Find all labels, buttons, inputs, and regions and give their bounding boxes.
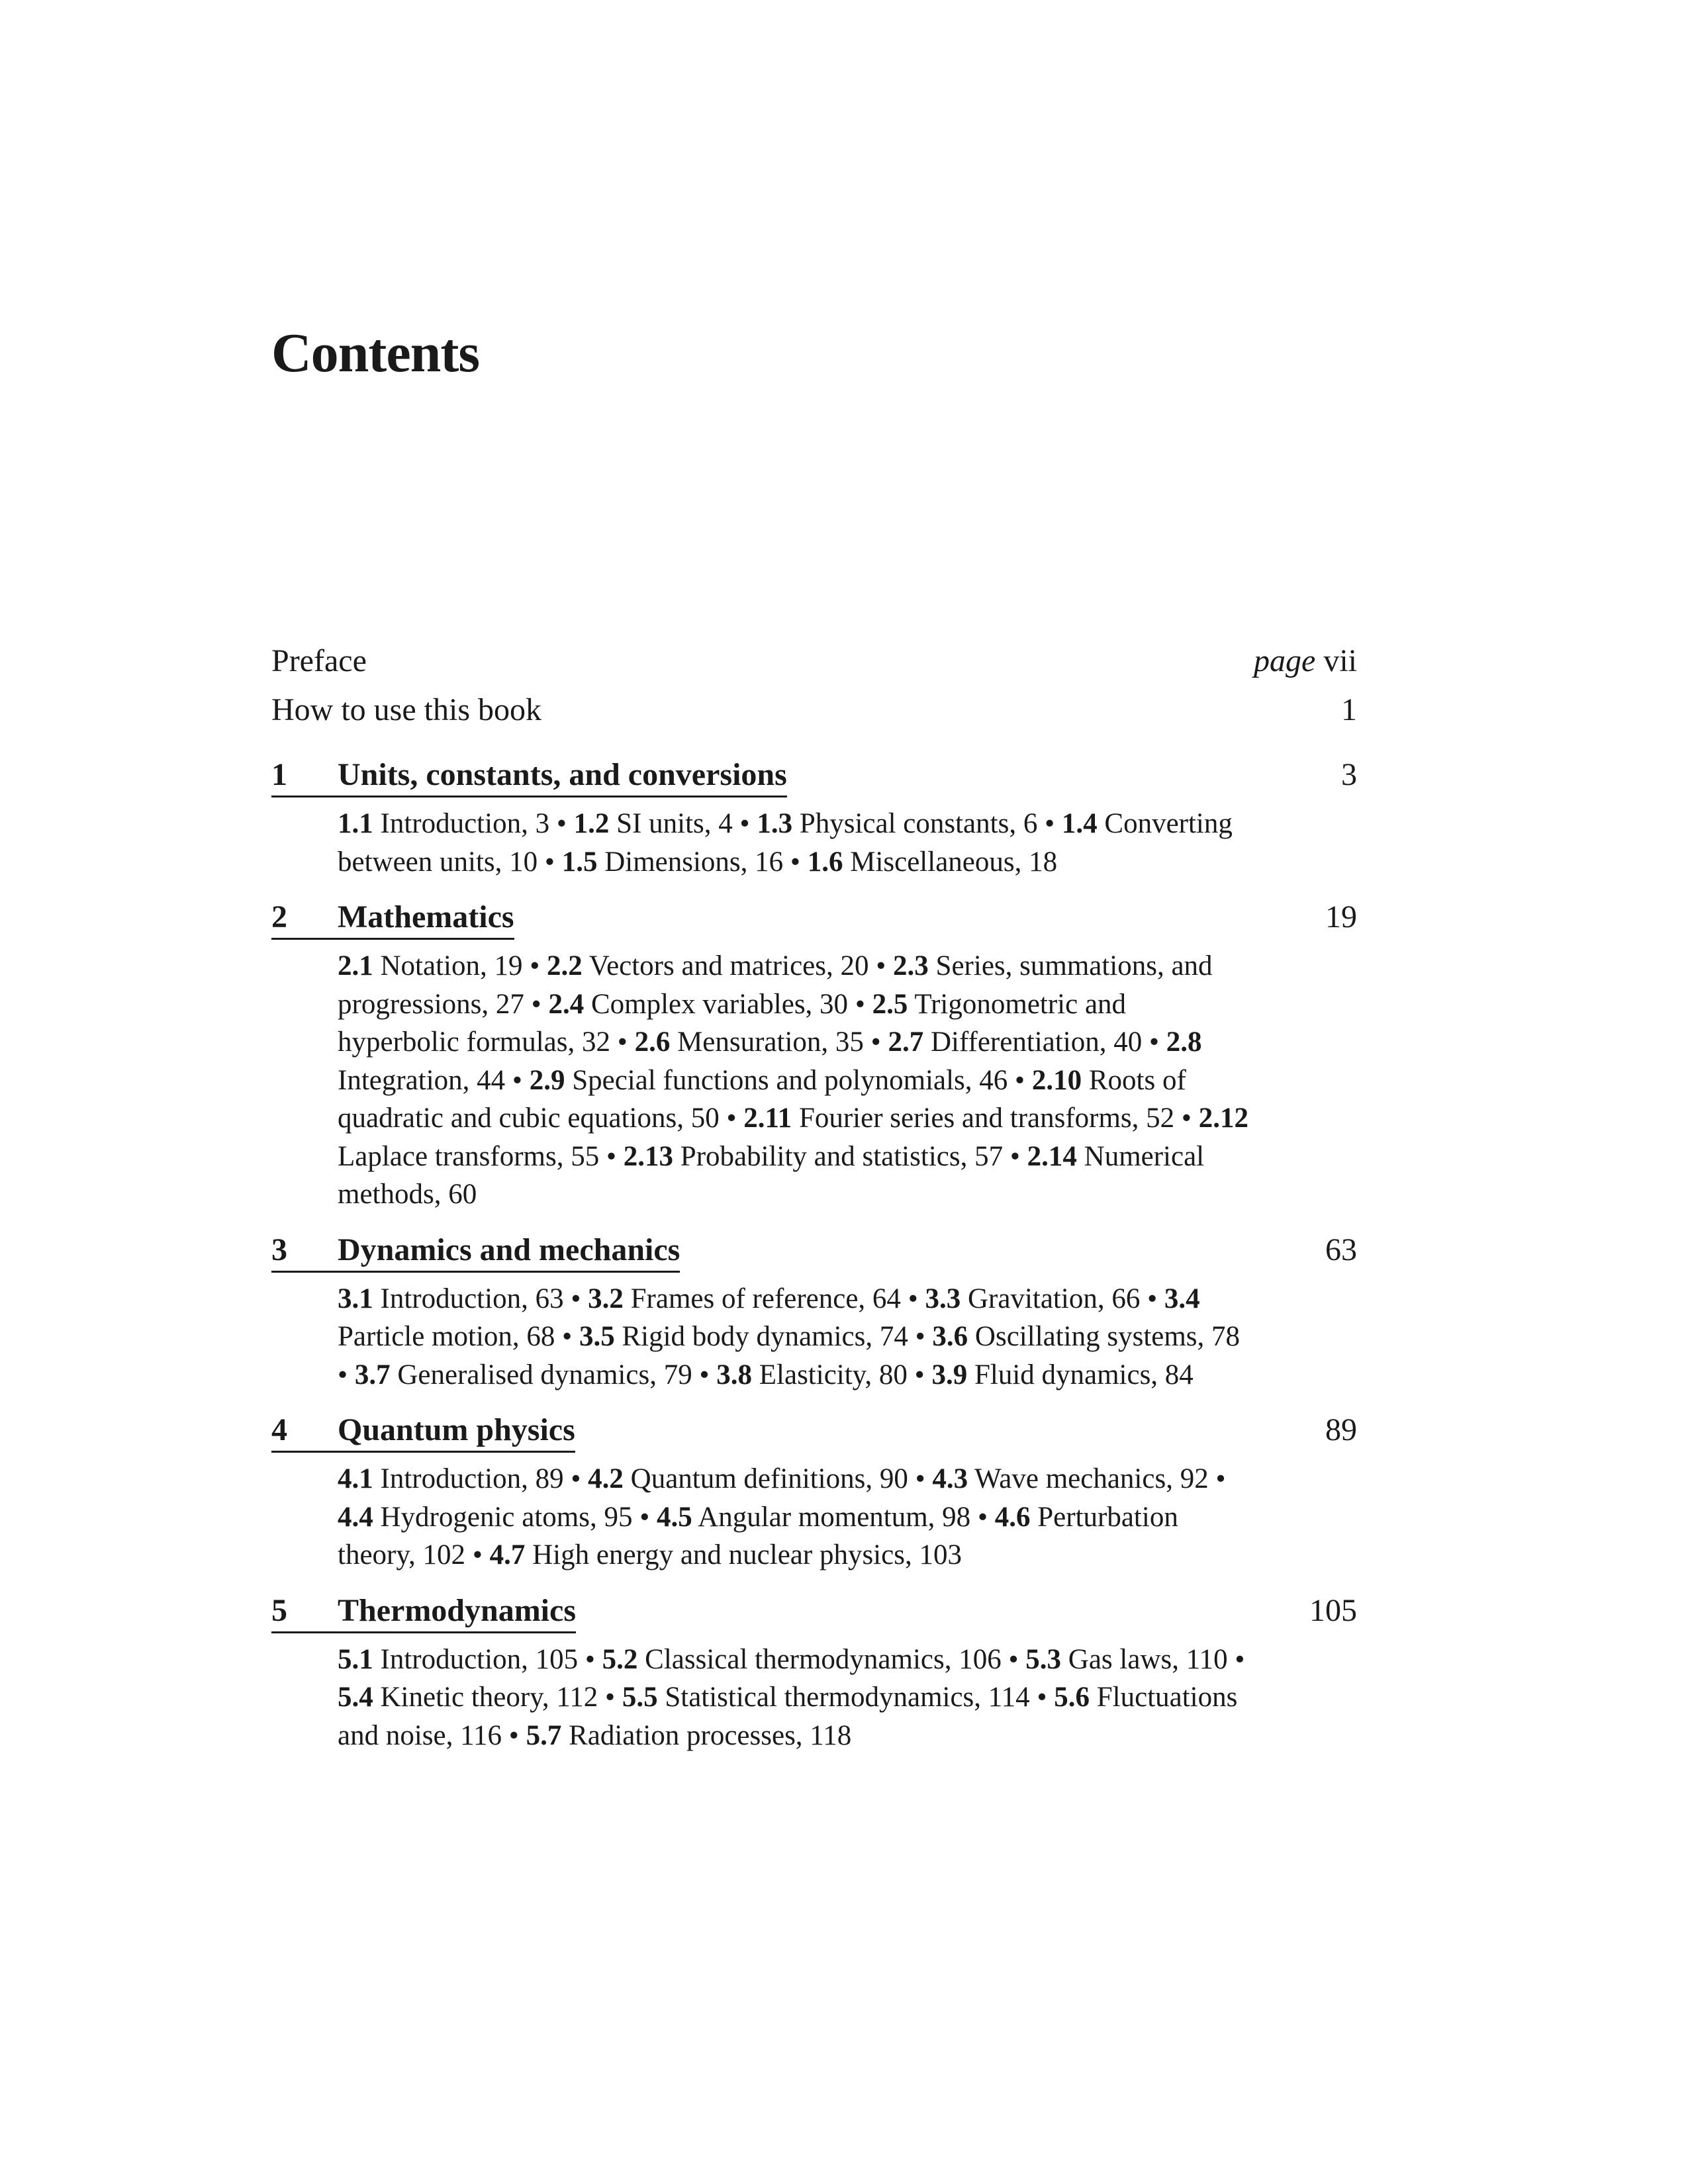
bullet-separator: • xyxy=(338,1359,355,1390)
section-entry[interactable] xyxy=(716,1359,908,1390)
toc-entry-page xyxy=(1254,641,1357,682)
bullet-separator: • xyxy=(610,1026,635,1058)
toc-entry-page xyxy=(1341,690,1357,731)
section-title: Fluctuations and noise, 116 xyxy=(338,1682,1238,1751)
section-number: 2.14 xyxy=(1027,1140,1077,1172)
chapter-number: 2 xyxy=(271,899,287,934)
section-title: Fourier series and transforms, 52 xyxy=(798,1103,1175,1134)
chapter-number: 5 xyxy=(271,1592,287,1628)
chapter-number: 1 xyxy=(271,757,287,792)
bullet-separator: • xyxy=(598,1682,622,1713)
section-title: Generalised dynamics, 79 xyxy=(397,1359,692,1390)
chapter-heading[interactable] xyxy=(271,1231,1357,1271)
bullet-separator: • xyxy=(1003,1140,1027,1172)
section-entry[interactable] xyxy=(338,1283,564,1314)
section-title: Miscellaneous, 18 xyxy=(850,846,1058,878)
bullet-separator: • xyxy=(505,1064,530,1096)
section-title: Notation, 19 xyxy=(380,950,523,981)
section-title: Kinetic theory, 112 xyxy=(380,1682,598,1713)
section-title: Probability and statistics, 57 xyxy=(680,1140,1004,1172)
chapter-page-number: 19 xyxy=(1325,899,1357,934)
section-title: High energy and nuclear physics, 103 xyxy=(532,1539,962,1570)
section-number: 1.6 xyxy=(807,846,843,878)
chapter-2 xyxy=(271,898,1357,1214)
section-entry[interactable] xyxy=(635,1026,864,1058)
page-number: vii xyxy=(1323,643,1357,678)
section-number: 2.7 xyxy=(888,1026,924,1058)
bullet-separator: • xyxy=(1001,1643,1026,1675)
section-number: 2.9 xyxy=(529,1064,565,1096)
chapter-5 xyxy=(271,1592,1357,1755)
section-entry[interactable] xyxy=(602,1644,1002,1675)
section-number: 1.4 xyxy=(1061,808,1098,839)
section-number: 5.5 xyxy=(622,1682,658,1713)
section-title: SI units, 4 xyxy=(616,808,733,839)
bullet-separator: • xyxy=(863,1026,888,1058)
section-entry[interactable] xyxy=(338,950,522,981)
bullet-separator: • xyxy=(1008,1064,1032,1096)
section-number: 2.5 xyxy=(872,988,908,1020)
bullet-separator: • xyxy=(1174,1103,1199,1134)
chapter-page-number: 89 xyxy=(1325,1412,1357,1447)
section-title: Statistical thermodynamics, 114 xyxy=(665,1682,1030,1713)
bullet-separator: • xyxy=(900,1283,925,1314)
section-entry[interactable] xyxy=(757,808,1037,839)
section-number: 3.8 xyxy=(716,1359,753,1390)
section-title: Oscillating systems, 78 xyxy=(974,1321,1241,1352)
section-title: Introduction, 89 xyxy=(380,1463,564,1494)
toc-entry-how-to-use[interactable] xyxy=(271,690,1357,739)
page-number: 1 xyxy=(1341,692,1357,727)
section-entry[interactable] xyxy=(548,989,848,1020)
section-list xyxy=(338,947,1251,1214)
section-number: 3.2 xyxy=(588,1283,624,1314)
section-number: 2.2 xyxy=(547,950,583,981)
section-number: 1.5 xyxy=(561,846,598,878)
section-entry[interactable] xyxy=(338,1682,598,1713)
bullet-separator: • xyxy=(1208,1463,1226,1494)
toc-entry-preface[interactable] xyxy=(271,641,1357,690)
section-entry[interactable] xyxy=(338,1644,578,1675)
section-title: Perturbation theory, 102 xyxy=(338,1501,1178,1570)
section-number: 2.4 xyxy=(548,988,585,1020)
section-title: Physical constants, 6 xyxy=(799,808,1038,839)
chapter-page-number: 63 xyxy=(1325,1232,1357,1267)
section-title: Dimensions, 16 xyxy=(604,846,784,878)
chapter-heading-underlined xyxy=(271,1411,575,1453)
section-title: Differentiation, 40 xyxy=(930,1026,1143,1058)
section-number: 3.4 xyxy=(1164,1283,1200,1314)
bullet-separator: • xyxy=(1037,808,1062,839)
section-number: 4.2 xyxy=(588,1463,624,1494)
bullet-separator: • xyxy=(1140,1283,1164,1314)
chapter-title: Units, constants, and conversions xyxy=(338,757,787,792)
chapter-heading-underlined xyxy=(271,1231,680,1273)
section-title: Wave mechanics, 92 xyxy=(974,1463,1209,1494)
bullet-separator: • xyxy=(1142,1026,1166,1058)
section-title: Introduction, 3 xyxy=(380,808,550,839)
section-title: Numerical methods, 60 xyxy=(338,1140,1205,1210)
bullet-separator: • xyxy=(908,1463,933,1494)
section-number: 1.2 xyxy=(573,808,610,839)
page-title: Contents xyxy=(271,322,480,384)
chapter-page-number: 105 xyxy=(1309,1592,1357,1628)
bullet-separator: • xyxy=(970,1501,995,1533)
chapter-title: Quantum physics xyxy=(338,1412,575,1447)
section-entry[interactable] xyxy=(338,1502,632,1533)
section-title: Rigid body dynamics, 74 xyxy=(622,1321,908,1352)
section-number: 2.8 xyxy=(1166,1026,1202,1058)
section-list xyxy=(338,1280,1251,1394)
section-number: 5.1 xyxy=(338,1643,373,1675)
section-title: Gas laws, 110 xyxy=(1068,1643,1228,1675)
section-number: 1.1 xyxy=(338,808,373,839)
chapter-title: Dynamics and mechanics xyxy=(338,1232,680,1267)
bullet-separator: • xyxy=(549,808,574,839)
section-number: 2.11 xyxy=(743,1103,792,1134)
section-title: Gravitation, 66 xyxy=(968,1283,1141,1314)
section-number: 3.6 xyxy=(932,1321,968,1352)
section-number: 2.6 xyxy=(634,1026,671,1058)
bullet-separator: • xyxy=(1029,1682,1055,1713)
chapter-list xyxy=(271,756,1357,1754)
section-number: 1.3 xyxy=(757,808,793,839)
section-entry[interactable] xyxy=(932,1463,1208,1494)
section-entry[interactable] xyxy=(808,846,1057,878)
section-title: Roots of quadratic and cubic equations, 50 xyxy=(338,1064,1186,1134)
section-entry[interactable] xyxy=(888,1026,1142,1058)
bullet-separator: • xyxy=(524,988,549,1020)
bullet-separator: • xyxy=(578,1643,602,1675)
section-number: 5.6 xyxy=(1054,1682,1090,1713)
chapter-1 xyxy=(271,756,1357,881)
bullet-separator: • xyxy=(465,1539,490,1570)
section-title: Fluid dynamics, 84 xyxy=(974,1359,1194,1390)
bullet-separator: • xyxy=(692,1359,717,1390)
section-number: 2.10 xyxy=(1031,1064,1082,1096)
section-entry[interactable] xyxy=(925,1283,1141,1314)
section-title: Vectors and matrices, 20 xyxy=(588,950,869,981)
chapter-heading[interactable] xyxy=(271,898,1357,938)
section-number: 3.9 xyxy=(931,1359,968,1390)
section-entry[interactable] xyxy=(338,1463,564,1494)
section-number: 4.6 xyxy=(994,1501,1031,1533)
page-prefix: page xyxy=(1254,643,1316,678)
chapter-heading[interactable] xyxy=(271,1592,1357,1631)
chapter-heading-underlined xyxy=(271,898,514,940)
section-number: 3.1 xyxy=(338,1283,373,1314)
section-title: Frames of reference, 64 xyxy=(630,1283,901,1314)
chapter-4 xyxy=(271,1411,1357,1574)
section-title: Laplace transforms, 55 xyxy=(338,1140,600,1172)
section-entry[interactable] xyxy=(657,1502,970,1533)
bullet-separator: • xyxy=(908,1321,933,1352)
chapter-heading[interactable] xyxy=(271,1411,1357,1451)
section-number: 3.5 xyxy=(579,1321,615,1352)
section-entry[interactable] xyxy=(579,1321,908,1352)
section-title: Complex variables, 30 xyxy=(590,988,849,1020)
chapter-number: 4 xyxy=(271,1412,287,1447)
section-entry[interactable] xyxy=(490,1539,962,1570)
bullet-separator: • xyxy=(783,846,808,878)
section-number: 2.13 xyxy=(623,1140,674,1172)
bullet-separator: • xyxy=(555,1321,579,1352)
section-number: 5.7 xyxy=(526,1719,562,1751)
section-title: Hydrogenic atoms, 95 xyxy=(380,1501,633,1533)
section-entry[interactable] xyxy=(622,1682,1030,1713)
bullet-separator: • xyxy=(732,808,757,839)
bullet-separator: • xyxy=(538,846,562,878)
section-entry[interactable] xyxy=(624,1141,1003,1172)
section-title: Radiation processes, 118 xyxy=(569,1719,852,1751)
section-entry[interactable] xyxy=(338,808,549,839)
chapter-title: Thermodynamics xyxy=(338,1592,576,1628)
section-title: Converting between units, 10 xyxy=(338,808,1233,878)
section-title: Introduction, 63 xyxy=(380,1283,564,1314)
section-entry[interactable] xyxy=(574,808,733,839)
bullet-separator: • xyxy=(848,988,872,1020)
chapter-number: 3 xyxy=(271,1232,287,1267)
section-title: Elasticity, 80 xyxy=(759,1359,908,1390)
section-title: Particle motion, 68 xyxy=(338,1321,555,1352)
section-number: 4.4 xyxy=(338,1501,373,1533)
chapter-heading[interactable] xyxy=(271,756,1357,796)
section-number: 2.1 xyxy=(338,950,373,981)
table-of-contents xyxy=(271,641,1357,1754)
section-title: Trigonometric and hyperbolic formulas, 32 xyxy=(338,988,1127,1058)
bullet-separator: • xyxy=(502,1719,526,1751)
section-title: Mensuration, 35 xyxy=(677,1026,864,1058)
bullet-separator: • xyxy=(563,1463,588,1494)
toc-entry-title: Preface xyxy=(271,643,367,678)
chapter-title: Mathematics xyxy=(338,899,514,934)
bullet-separator: • xyxy=(522,950,547,981)
toc-entry-title: How to use this book xyxy=(271,692,541,727)
bullet-separator: • xyxy=(563,1283,588,1314)
section-number: 5.3 xyxy=(1025,1643,1062,1675)
section-number: 5.2 xyxy=(602,1643,638,1675)
section-entry[interactable] xyxy=(931,1359,1193,1390)
bullet-separator: • xyxy=(632,1501,657,1533)
bullet-separator: • xyxy=(907,1359,932,1390)
section-number: 3.7 xyxy=(354,1359,391,1390)
section-title: Quantum definitions, 90 xyxy=(630,1463,908,1494)
chapter-heading-underlined xyxy=(271,1592,576,1633)
section-number: 4.7 xyxy=(489,1539,526,1570)
bullet-separator: • xyxy=(719,1103,744,1134)
section-entry[interactable] xyxy=(562,846,783,878)
section-title: Integration, 44 xyxy=(338,1064,506,1096)
section-entry[interactable] xyxy=(526,1720,852,1751)
section-entry[interactable] xyxy=(547,950,868,981)
section-list xyxy=(338,805,1251,881)
bullet-separator: • xyxy=(1227,1643,1245,1675)
section-number: 3.3 xyxy=(925,1283,961,1314)
section-list xyxy=(338,1460,1251,1574)
section-title: Classical thermodynamics, 106 xyxy=(645,1643,1002,1675)
section-title: Special functions and polynomials, 46 xyxy=(572,1064,1008,1096)
bullet-separator: • xyxy=(599,1140,624,1172)
section-entry[interactable] xyxy=(588,1283,901,1314)
section-entry[interactable] xyxy=(355,1359,692,1390)
section-number: 5.4 xyxy=(338,1682,373,1713)
section-title: Introduction, 105 xyxy=(380,1643,579,1675)
section-entry[interactable] xyxy=(1025,1644,1227,1675)
section-number: 4.1 xyxy=(338,1463,373,1494)
section-entry[interactable] xyxy=(932,1321,1240,1352)
chapter-3 xyxy=(271,1231,1357,1394)
section-title: Series, summations, and progressions, 27 xyxy=(338,950,1213,1020)
section-entry[interactable] xyxy=(530,1065,1008,1096)
section-entry[interactable] xyxy=(743,1103,1174,1134)
chapter-page-number: 3 xyxy=(1341,757,1357,792)
section-entry[interactable] xyxy=(588,1463,908,1494)
chapter-heading-underlined xyxy=(271,756,787,797)
section-title: Angular momentum, 98 xyxy=(698,1501,971,1533)
section-number: 4.5 xyxy=(657,1501,692,1533)
section-number: 2.3 xyxy=(893,950,929,981)
bullet-separator: • xyxy=(868,950,894,981)
section-number: 4.3 xyxy=(932,1463,968,1494)
section-list xyxy=(338,1641,1251,1755)
section-number: 2.12 xyxy=(1198,1103,1248,1134)
